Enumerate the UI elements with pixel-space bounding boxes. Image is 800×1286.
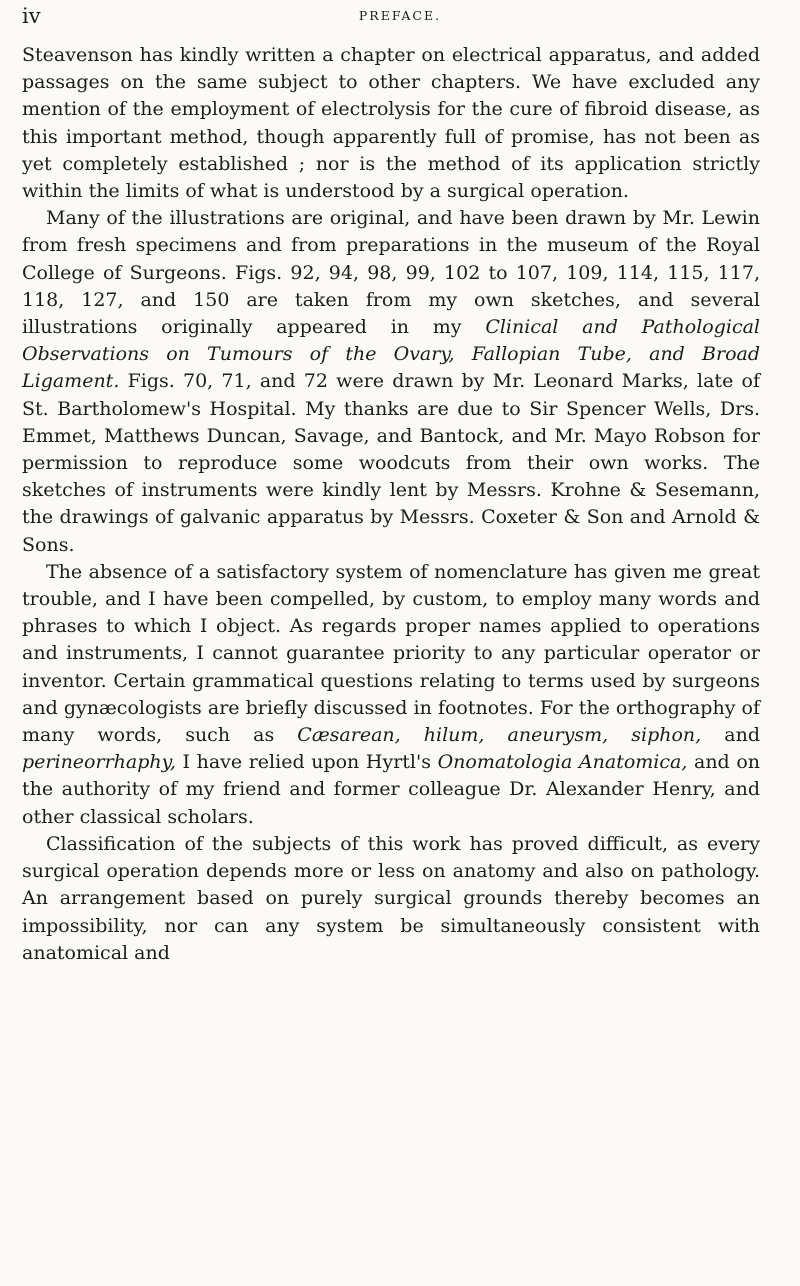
book-title: Clinical and Pathological Observations on Tumours of the Ovary, Fallopian Tube, and Broad Ligament. — [22, 316, 760, 393]
running-head: PREFACE. — [358, 8, 442, 23]
term-last: perineorrhaphy, — [22, 751, 176, 774]
page-number: iv — [22, 4, 41, 28]
latin-title: Onomatologia Anatomica, — [437, 751, 688, 774]
paragraph-classification: Classification of the subjects of this work has proved difficult, as every surgical operation depends more or less on anatomy and also on pathology. An arrangement based on purely surgical grounds thereby becomes an impossibility, nor can any system be simultaneously consistent with anatomical and — [22, 832, 760, 964]
paragraph-electrical: Steavenson has kindly written a chapter on electrical apparatus, and added passages on the same subject to other chapters. We have excluded any mention of the employment of electrolysis for the cure of fibroid disease, as this important method, though apparently full of promise, has not been as yet completely established ; nor is the method of its application strictly within the limits of what is understood by a surgical operation. — [22, 44, 760, 203]
nomenclature-intro: The absence of a satisfactory system of nomenclature has given me great trouble, and I have been compelled, by custom, to employ many words and phrases to which I object. As regards proper names applied to operations and instruments, I cannot guarantee priority to any particular operator or inventor. Certain grammatical questions relating to terms used by surgeons and gynæcologists are briefly discussed in footnotes. For the orthography of many words, such as — [22, 560, 760, 747]
term-list: Cæsarean, hilum, aneurysm, siphon, — [297, 724, 702, 747]
illustrations-intro: Many of the illustrations are original, and have been drawn by Mr. Lewin from fresh specimens and from preparations in the museum of the Royal College of Surgeons. Figs. 92, 94, 98, 99, 102 to 107, 109, 114, 115, 117, 118, 127, and 150 are taken from my own sketches, and several illustrations originally appeared in my — [22, 207, 760, 339]
paragraph-nomenclature — [22, 559, 760, 831]
nomenclature-rest: and on the authority of my friend and former colleague Dr. Alexander Henry, and other classical scholars. — [22, 751, 760, 828]
and-word: and — [701, 724, 760, 747]
illustrations-rest: Figs. 70, 71, and 72 were drawn by Mr. Leonard Marks, late of St. Bartholomew's Hospital. My thanks are due to Sir Spencer Wells, Drs. Emmet, Matthews Duncan, Savage, and Bantock, and Mr. Mayo Robson for permission to reproduce some woodcuts from their own works. The sketches of instruments were kindly lent by Messrs. Krohne & Sesemann, the drawings of galvanic apparatus by Messrs. Coxeter & Son and Arnold & Sons. — [22, 370, 760, 556]
body-text — [22, 42, 760, 967]
paragraph-illustrations — [22, 205, 760, 559]
nomenclature-middle: I have relied upon Hyrtl's — [175, 751, 438, 774]
